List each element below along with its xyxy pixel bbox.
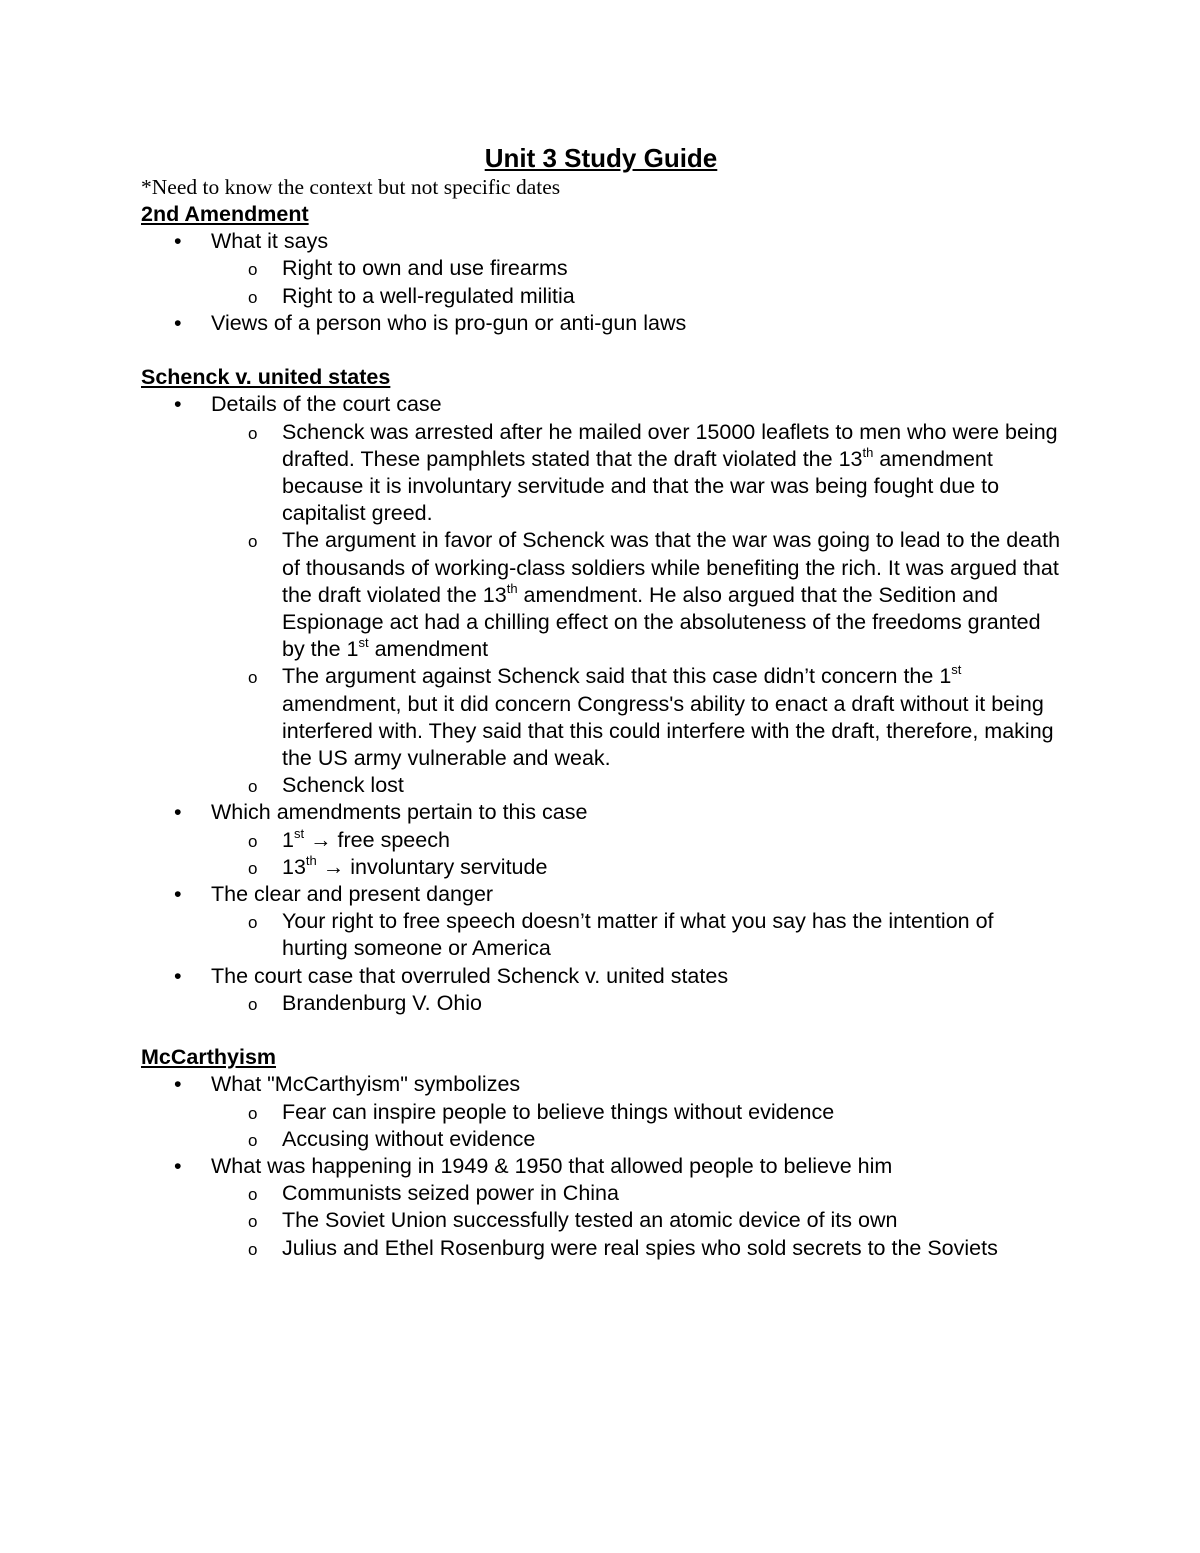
sub-bullet-icon: o bbox=[248, 668, 258, 688]
sub-bullet-icon: o bbox=[248, 423, 258, 443]
sub-list-item bbox=[211, 772, 1061, 799]
sub-list bbox=[211, 1099, 1061, 1153]
list-schenck bbox=[141, 391, 1061, 1017]
sub-bullet-icon: o bbox=[248, 1239, 258, 1259]
list-item-text: The clear and present danger bbox=[211, 882, 494, 907]
sub-bullet-icon: o bbox=[248, 858, 258, 878]
sub-list-item bbox=[211, 1180, 1061, 1207]
sub-list-item: o 13th → involuntary servitude bbox=[211, 854, 1061, 881]
list-item bbox=[141, 1071, 1061, 1153]
sub-list-item: o The argument in favor of Schenck was that the war was going to lead to the death of thousands of working-class soldiers while benefiting the rich. It was argued that the draft violated the 13th amendment. He also argued that the Sedition and Espionage act had a chilling effect on the absoluteness of the freedoms granted by the 1st amendment bbox=[248, 528, 1061, 662]
bullet-icon: • bbox=[174, 963, 182, 988]
list-item bbox=[141, 799, 1061, 881]
sub-bullet-icon: o bbox=[248, 1212, 258, 1232]
sub-bullet-icon: o bbox=[248, 994, 258, 1014]
sub-list bbox=[211, 1180, 1061, 1262]
sub-list bbox=[211, 255, 1061, 309]
list-item-text: Views of a person who is pro-gun or anti-gun laws bbox=[211, 310, 687, 335]
spacer bbox=[141, 1017, 1061, 1044]
list-item-text: Details of the court case bbox=[211, 392, 442, 417]
sub-bullet-icon: o bbox=[248, 913, 258, 933]
sub-list-item-text: Accusing without evidence bbox=[282, 1126, 536, 1151]
sub-list-item bbox=[211, 283, 1061, 310]
arrow-right-icon: → bbox=[310, 827, 332, 852]
sub-list-item: o 1st → free speech bbox=[211, 827, 1061, 854]
list-item-text: The court case that overruled Schenck v. united states bbox=[211, 963, 729, 988]
sub-list-item-text: The Soviet Union successfully tested an atomic device of its own bbox=[282, 1208, 898, 1233]
list-item-text: What "McCarthyism" symbolizes bbox=[211, 1072, 521, 1097]
bullet-icon: • bbox=[174, 229, 182, 254]
sub-list-item-text: Brandenburg V. Ohio bbox=[282, 990, 483, 1015]
list-item-text: What was happening in 1949 & 1950 that allowed people to believe him bbox=[211, 1154, 893, 1179]
sub-list-item bbox=[211, 1126, 1061, 1153]
list-item-text: Which amendments pertain to this case bbox=[211, 800, 588, 825]
sub-bullet-icon: o bbox=[248, 1185, 258, 1205]
sub-list-item: o Schenck was arrested after he mailed over 15000 leaflets to men who were being drafted. These pamphlets stated that the draft violated the 13th amendment because it is involuntary servitude and that the war was being fought due to capitalist greed. bbox=[248, 419, 1058, 526]
sub-list-item-text: Communists seized power in China bbox=[282, 1181, 619, 1206]
bullet-icon: • bbox=[174, 1154, 182, 1179]
section-heading-2nd-amendment: 2nd Amendment bbox=[141, 202, 309, 226]
page-title: Unit 3 Study Guide bbox=[484, 143, 718, 173]
sub-list-item-text: Fear can inspire people to believe things without evidence bbox=[282, 1099, 835, 1124]
sub-bullet-icon: o bbox=[248, 777, 258, 797]
spacer bbox=[141, 337, 1061, 364]
sub-bullet-icon: o bbox=[248, 831, 258, 851]
sub-bullet-icon: o bbox=[248, 260, 258, 280]
list-item bbox=[141, 881, 1061, 963]
list-item bbox=[141, 391, 1061, 799]
list-item bbox=[141, 228, 1061, 310]
list-item bbox=[141, 310, 1061, 337]
bullet-icon: • bbox=[174, 1072, 182, 1097]
sub-list-item bbox=[211, 1099, 1061, 1126]
sub-list-item-text: Schenck lost bbox=[282, 773, 404, 798]
sub-bullet-icon: o bbox=[248, 287, 258, 307]
sub-bullet-icon: o bbox=[248, 1103, 258, 1123]
list-item bbox=[141, 963, 1061, 1017]
sub-list bbox=[211, 908, 1061, 962]
sub-list-item bbox=[211, 1207, 1061, 1234]
section-heading-mccarthyism: McCarthyism bbox=[141, 1045, 277, 1070]
list-item bbox=[141, 1153, 1061, 1262]
sub-list bbox=[211, 419, 1061, 800]
section-heading-schenck: Schenck v. united states bbox=[141, 365, 391, 390]
bullet-icon: • bbox=[174, 392, 182, 417]
sub-list-item bbox=[211, 908, 1061, 962]
sub-list bbox=[211, 990, 1061, 1017]
sub-list-item bbox=[211, 1235, 1061, 1262]
sub-bullet-icon: o bbox=[248, 532, 258, 552]
sub-list bbox=[211, 827, 1061, 881]
bullet-icon: • bbox=[174, 882, 182, 907]
sub-bullet-icon: o bbox=[248, 1130, 258, 1150]
sub-list-item-text: Julius and Ethel Rosenburg were real spies who sold secrets to the Soviets bbox=[282, 1235, 998, 1260]
sub-list-item: o The argument against Schenck said that this case didn’t concern the 1st amendment, but it did concern Congress's ability to enact a draft without it being interfered with. They said that this could interfere with the draft, therefore, making the US army vulnerable and weak. bbox=[248, 662, 1054, 771]
sub-list-item bbox=[211, 990, 1061, 1017]
list-2nd-amendment bbox=[141, 228, 1061, 337]
document-body bbox=[141, 142, 1061, 1262]
sub-list-item bbox=[211, 255, 1061, 282]
arrow-right-icon: → bbox=[322, 854, 345, 879]
sub-list-item-text: Right to own and use firearms bbox=[282, 256, 568, 281]
sub-list-item-text: Right to a well-regulated militia bbox=[282, 283, 575, 308]
sub-list-item-text: Your right to free speech doesn’t matter if what you say has the intention of hurting someone or America bbox=[282, 909, 994, 961]
list-mccarthyism bbox=[141, 1071, 1061, 1261]
bullet-icon: • bbox=[174, 310, 182, 335]
list-item-text: What it says bbox=[211, 229, 329, 254]
bullet-icon: • bbox=[174, 800, 182, 825]
context-note: *Need to know the context but not specific dates bbox=[141, 175, 561, 199]
